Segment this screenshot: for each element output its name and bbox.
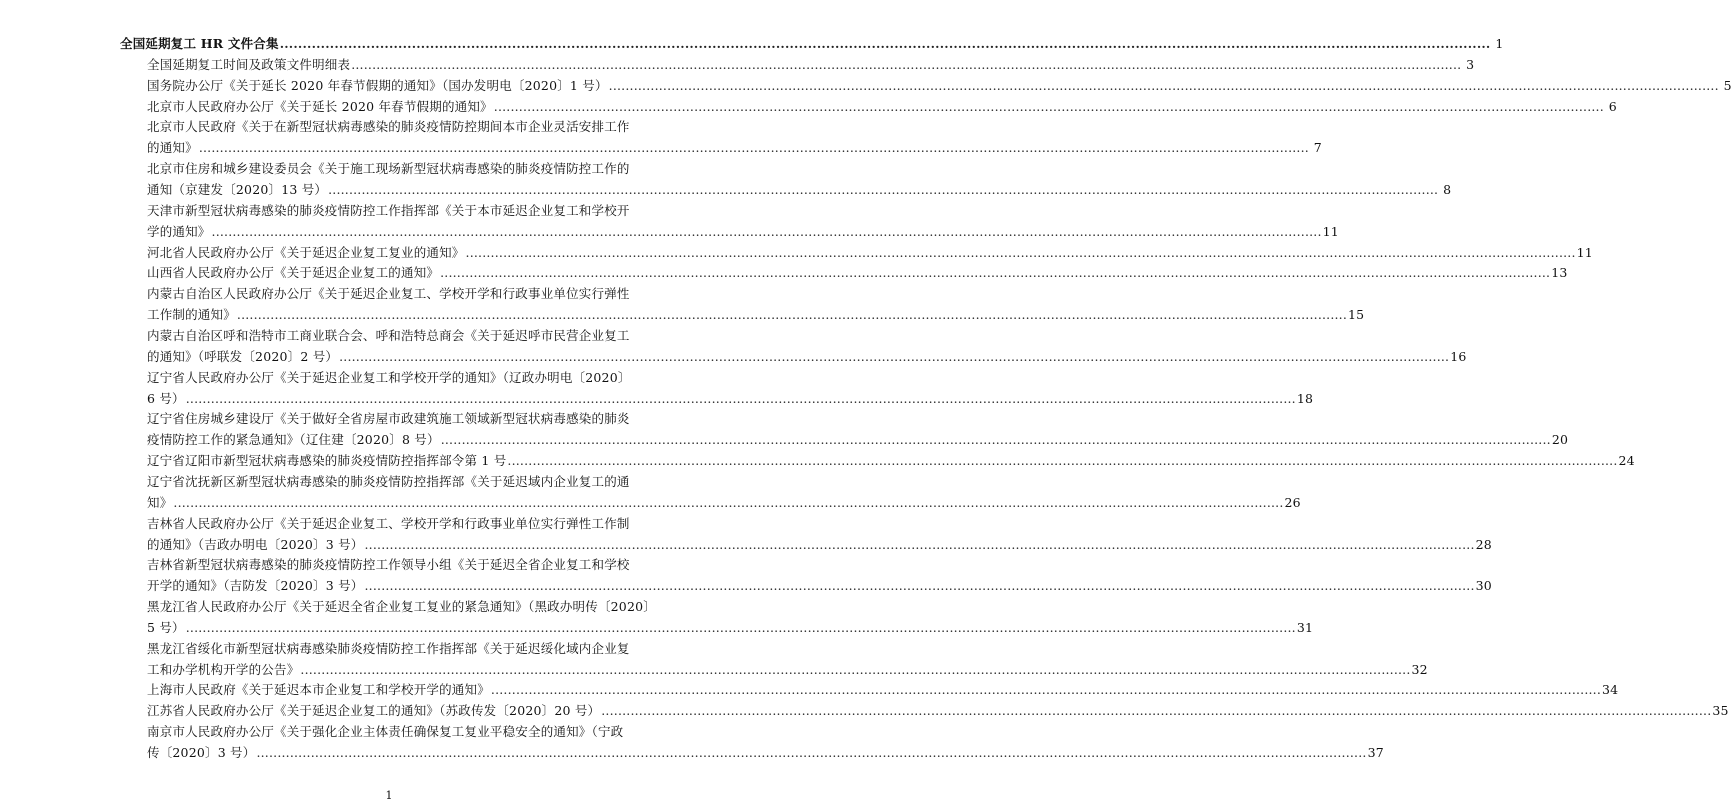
toc-entry-title: 传〔2020〕3 号） [147,745,256,761]
toc-entry-title: 吉林省新型冠状病毒感染的肺炎疫情防控工作领导小组《关于延迟全省企业复工和学校 [147,557,630,573]
toc-entry-title: 黑龙江省人民政府办公厅《关于延迟全省企业复工复业的紧急通知》（黑政办明传〔2020〕 [147,599,656,614]
toc-entry[interactable] [147,513,1492,555]
toc-entry[interactable] [147,158,1452,200]
toc-entry-title: 工和办学机构开学的公告》 [147,661,300,677]
toc-page-number: 24 [1618,453,1635,468]
toc-entry[interactable] [147,700,1729,721]
toc-page-number: 11 [1576,244,1593,260]
toc-entry-title: 北京市住房和城乡建设委员会《关于施工现场新型冠状病毒感染的肺炎疫情防控工作的 [147,161,630,177]
toc-page-number: 15 [1348,307,1365,323]
toc-entry-title: 知》 [147,494,173,510]
toc-dot-leader [199,137,1309,158]
toc-page-number: 37 [1367,745,1384,761]
toc-entry[interactable] [147,721,1384,763]
toc-entry-title: 工作制的通知》 [147,307,236,323]
toc-dot-leader [339,346,1449,367]
toc-entry-title: 辽宁省沈抚新区新型冠状病毒感染的肺炎疫情防控指挥部《关于延迟域内企业复工的通 [147,473,630,489]
toc-entry-title: 6 号） [147,390,185,406]
toc-entry-title: 内蒙古自治区呼和浩特市工商业联合会、呼和浩特总商会《关于延迟呼市民营企业复工 [147,327,630,343]
toc-entry[interactable] [147,242,1593,263]
toc-dot-leader [365,534,1475,555]
toc-entry-title: 的通知》 [147,140,198,156]
toc-entry-title: 全国延期复工时间及政策文件明细表 [147,56,351,72]
toc-entry-title: 学的通知》 [147,223,211,239]
toc-dot-leader [256,742,1366,763]
toc-entry-title: 全国延期复工 HR 文件合集 [120,36,279,51]
toc-entry-title: 辽宁省辽阳市新型冠状病毒感染的肺炎疫情防控指挥部令第 1 号 [147,453,507,468]
toc-entry-title: 5 号） [147,620,185,635]
toc-dot-leader [280,33,1491,54]
toc-entry[interactable] [147,638,1428,680]
toc-entry[interactable] [147,96,1617,117]
toc-page-number: 18 [1296,390,1314,406]
toc-dot-leader [601,700,1711,721]
toc-entry[interactable] [120,33,1504,54]
toc-entry-title: 山西省人民政府办公厅《关于延迟企业复工的通知》 [147,265,440,281]
toc-entry-title: 开学的通知》（吉防发〔2020〕3 号） [147,578,364,594]
toc-page-number: 13 [1551,265,1568,281]
toc-entry[interactable] [147,325,1467,367]
toc-dot-leader [328,179,1438,200]
toc-entry-title: 南京市人民政府办公厅《关于强化企业主体责任确保复工复业平稳安全的通知》（宁政 [147,724,624,740]
toc-entry-title: 的通知》（呼联发〔2020〕2 号） [147,348,339,364]
toc-page-number: 3 [1466,56,1475,72]
toc-page-number: 34 [1602,682,1619,698]
toc-entry[interactable] [147,75,1732,96]
toc-entry[interactable] [147,54,1475,75]
toc-page-number: 26 [1284,494,1301,510]
toc-dot-leader [300,659,1410,680]
toc-dot-leader [466,242,1576,263]
toc-entry[interactable] [147,596,1314,638]
toc-entry-title: 内蒙古自治区人民政府办公厅《关于延迟企业复工、学校开学和行政事业单位实行弹性 [147,286,630,302]
toc-page-number: 28 [1475,536,1492,552]
toc-dot-leader [351,54,1461,75]
toc-entry-title: 北京市人民政府《关于在新型冠状病毒感染的肺炎疫情防控期间本市企业灵活安排工作 [147,119,630,135]
page-number: 1 [385,789,393,802]
toc-entry-title: 天津市新型冠状病毒感染的肺炎疫情防控工作指挥部《关于本市延迟企业复工和学校开 [147,202,630,218]
toc-page-number: 6 [1608,98,1617,114]
toc-page-number: 30 [1475,578,1492,594]
toc-dot-leader [440,262,1550,283]
toc-entry-title: 辽宁省人民政府办公厅《关于延迟企业复工和学校开学的通知》（辽政办明电〔2020〕 [147,369,631,385]
toc-dot-leader [507,450,1617,471]
toc-dot-leader [491,679,1601,700]
toc-entry[interactable] [147,679,1619,700]
toc-dot-leader [212,221,1322,242]
toc-entry[interactable] [147,116,1322,158]
toc-entry-title: 江苏省人民政府办公厅《关于延迟企业复工的通知》（苏政传发〔2020〕20 号） [147,703,601,719]
toc-page-number: 11 [1322,223,1339,239]
toc-entry[interactable] [147,554,1492,596]
toc-entry-title: 通知（京建发〔2020〕13 号） [147,182,328,198]
toc-dot-leader [186,617,1296,638]
toc-entry-title: 国务院办公厅《关于延长 2020 年春节假期的通知》（国办发明电〔2020〕1 号） [147,77,608,93]
toc-entry-title: 北京市人民政府办公厅《关于延长 2020 年春节假期的通知》 [147,98,493,114]
toc-page-number: 5 [1723,77,1732,93]
toc-page-number: 7 [1313,140,1322,156]
toc-entry-title: 上海市人民政府《关于延迟本市企业复工和学校开学的通知》 [147,682,490,698]
toc-dot-leader [237,304,1347,325]
toc-dot-leader [186,388,1296,409]
toc-entry-title: 疫情防控工作的紧急通知》（辽住建〔2020〕8 号） [147,432,440,448]
toc-page-number: 1 [1495,36,1504,51]
toc-entry[interactable] [147,408,1569,450]
toc-entry-title: 的通知》（吉政办明电〔2020〕3 号） [147,536,364,552]
toc-entry[interactable] [147,367,1314,409]
toc-entry-title: 黑龙江省绥化市新型冠状病毒感染肺炎疫情防控工作指挥部《关于延迟绥化域内企业复 [147,640,630,656]
toc-entry[interactable] [147,471,1301,513]
toc-dot-leader [173,492,1283,513]
toc-dot-leader [609,75,1719,96]
toc-page-number: 8 [1443,182,1452,198]
toc-page-number: 20 [1551,432,1569,448]
toc-page-number: 35 [1712,703,1729,719]
toc-page-number: 32 [1411,661,1428,677]
toc-dot-leader [494,96,1604,117]
toc-entry[interactable] [147,262,1568,283]
toc-entry[interactable] [147,450,1635,471]
toc-entry[interactable] [147,283,1365,325]
toc-page-number: 31 [1296,620,1314,635]
toc-entry-title: 河北省人民政府办公厅《关于延迟企业复工复业的通知》 [147,244,465,260]
toc-entry-title: 辽宁省住房城乡建设厅《关于做好全省房屋市政建筑施工领域新型冠状病毒感染的肺炎 [147,411,630,427]
toc-dot-leader [441,429,1551,450]
toc-entry[interactable] [147,200,1339,242]
toc-page-number: 16 [1450,348,1467,364]
toc-dot-leader [365,575,1475,596]
toc-entry-title: 吉林省人民政府办公厅《关于延迟企业复工、学校开学和行政事业单位实行弹性工作制 [147,515,630,531]
